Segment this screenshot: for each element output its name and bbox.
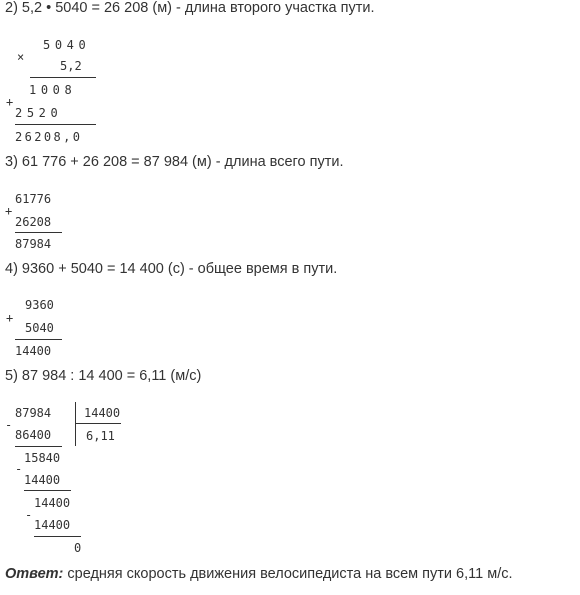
step-5-text: 5) 87 984 : 14 400 = 6,11 (м/с)	[5, 368, 202, 384]
div-dividend: 87984	[15, 406, 52, 420]
mult-line-2	[15, 124, 96, 125]
div-vertical-bar	[75, 402, 76, 446]
div-quotient: 6,11	[86, 429, 115, 443]
mult-partial-2: 2520	[15, 106, 63, 120]
step-2-text: 2) 5,2 • 5040 = 26 208 (м) - длина второго участка пути.	[5, 0, 375, 16]
div-subtrahend-3: 14400	[34, 518, 71, 532]
div-line-1	[15, 446, 62, 447]
mult-line-1	[30, 77, 96, 78]
div-minus-sign-2: -	[15, 462, 23, 476]
step-3-text: 3) 61 776 + 26 208 = 87 984 (м) - длина всего пути.	[5, 154, 344, 170]
answer-text: средняя скорость движения велосипедиста на всем пути 6,11 м/с.	[63, 566, 513, 582]
div-line-3	[34, 536, 81, 537]
mult-result: 26208,0	[15, 130, 83, 144]
add1-bottom-number: 26208	[15, 215, 52, 229]
div-subtrahend-2: 14400	[24, 473, 61, 487]
mult-partial-1: 1008	[29, 83, 77, 97]
add2-line	[15, 339, 62, 340]
div-remainder-1: 15840	[24, 451, 61, 465]
mult-top-number: 5040	[43, 38, 91, 52]
add2-bottom-number: 5040	[25, 321, 54, 335]
answer-label: Ответ:	[5, 566, 64, 582]
add1-top-number: 61776	[15, 192, 52, 206]
times-sign: ×	[17, 50, 25, 64]
div-minus-sign-1: -	[5, 418, 13, 432]
div-divisor: 14400	[84, 406, 121, 420]
div-line-2	[24, 490, 71, 491]
add2-plus-sign: +	[6, 311, 14, 325]
div-minus-sign-3: -	[25, 508, 33, 522]
answer-line	[5, 566, 513, 582]
add1-line	[15, 232, 62, 233]
mult-plus-sign: +	[6, 95, 14, 109]
add2-top-number: 9360	[25, 298, 54, 312]
div-divisor-line	[75, 423, 121, 424]
add1-result: 87984	[15, 237, 52, 251]
step-4-text: 4) 9360 + 5040 = 14 400 (с) - общее время в пути.	[5, 261, 338, 277]
mult-bottom-number: 5,2	[60, 59, 82, 73]
div-remainder-2: 14400	[34, 496, 71, 510]
div-final-remainder: 0	[74, 541, 82, 555]
add1-plus-sign: +	[5, 204, 13, 218]
add2-result: 14400	[15, 344, 52, 358]
div-subtrahend-1: 86400	[15, 428, 52, 442]
